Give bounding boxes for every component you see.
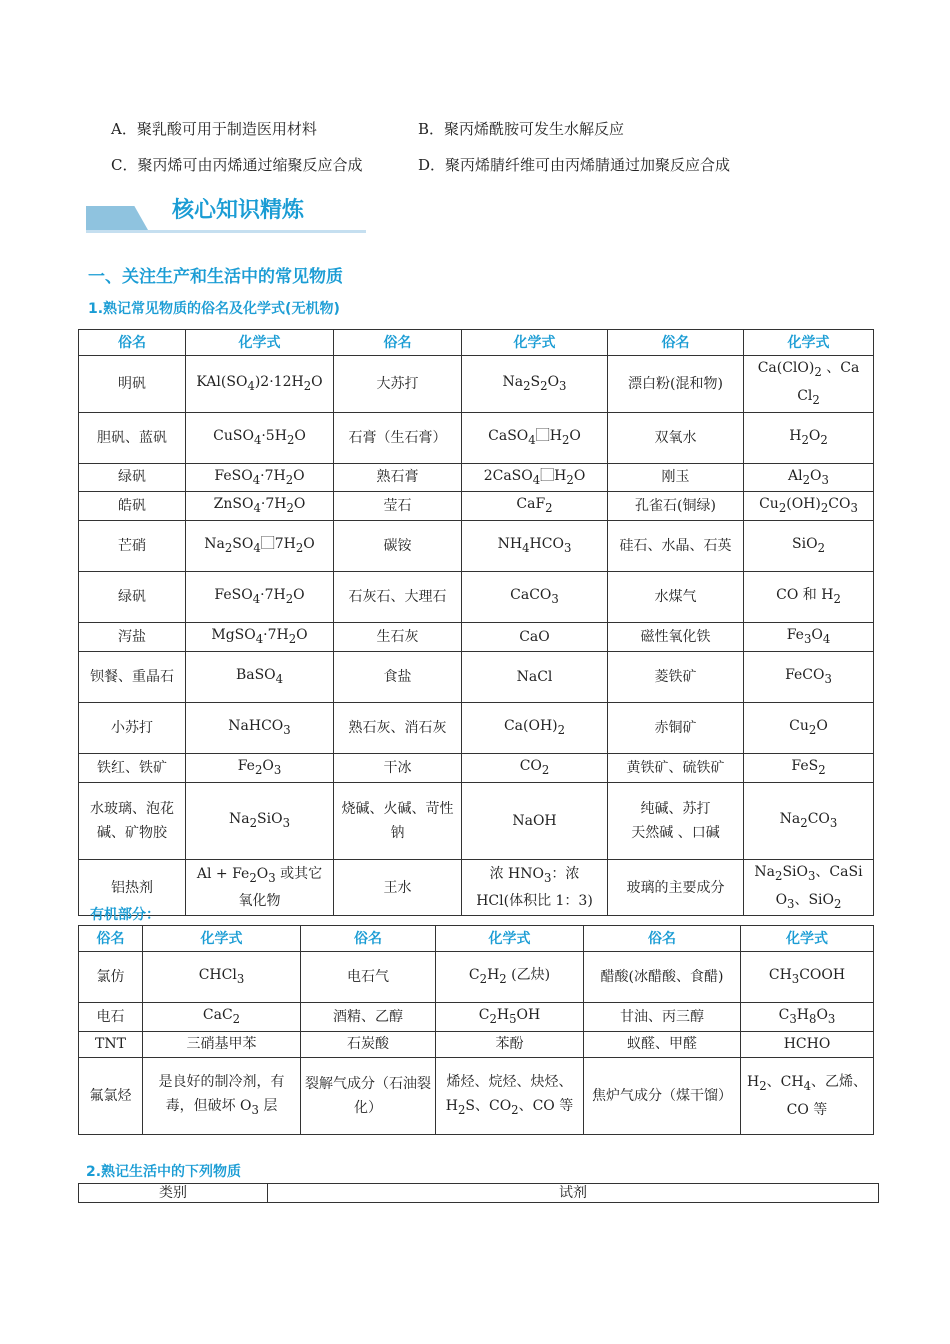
table-cell: $H_2$、$CH_4$、乙烯、CO 等 (741, 1057, 874, 1134)
table-row (79, 463, 874, 492)
table-cell: NaOH (462, 782, 608, 859)
table-cell: 明矾 (79, 356, 186, 413)
table-cell: $Na_2SiO_3$、CaSi $O_3$、SiO$_2$ (744, 859, 874, 916)
table-row (79, 702, 874, 753)
table-cell: 钡餐、重晶石 (79, 651, 186, 702)
subsection-title-2: 2.熟记生活中的下列物质 (86, 1164, 242, 1180)
table-row (79, 521, 874, 572)
organic-table (78, 925, 874, 1135)
table-header-cell: 试剂 (268, 1184, 879, 1203)
table-cell: 纯碱、苏打 天然碱 、口碱 (608, 782, 744, 859)
table-cell: 焦炉气成分（煤干馏） (584, 1057, 741, 1134)
table-row (79, 952, 874, 1003)
section-title: 一、关注生产和生活中的常见物质 (88, 267, 343, 287)
table-cell: 玻璃的主要成分 (608, 859, 744, 916)
table-cell: 烯烃、烷烃、炔烃、$H_2S$、$CO_2$、CO 等 (436, 1057, 584, 1134)
table-header-cell: 化学式 (436, 926, 584, 952)
table-row (79, 412, 874, 463)
table-cell: $Fe_2O_3$ (186, 753, 334, 782)
table-header-cell: 俗名 (608, 330, 744, 356)
table-cell: $FeSO_4\cdot 7H_2O$ (186, 463, 334, 492)
table-row (79, 651, 874, 702)
table-cell: 黄铁矿、硫铁矿 (608, 753, 744, 782)
table-cell: $C_2H_5OH$ (436, 1003, 584, 1032)
table-cell: 三硝基甲苯 (143, 1031, 301, 1057)
table-cell: $FeSO_4\cdot 7H_2O$ (186, 572, 334, 623)
table-cell: $CO_2$ (462, 753, 608, 782)
table-cell: 皓矾 (79, 492, 186, 521)
table-cell: 水煤气 (608, 572, 744, 623)
table-cell: 电石 (79, 1003, 143, 1032)
table-cell: $Na_2CO_3$ (744, 782, 874, 859)
table-cell: 生石灰 (334, 623, 462, 652)
table-cell: 铝热剂 (79, 859, 186, 916)
banner-decoration (86, 206, 148, 230)
inorganic-table (78, 329, 874, 916)
table-cell: 大苏打 (334, 356, 462, 413)
table-cell: TNT (79, 1031, 143, 1057)
reagent-table (78, 1183, 879, 1203)
table-cell: 绿矾 (79, 572, 186, 623)
table-header-cell: 化学式 (143, 926, 301, 952)
table-cell: 绿矾 (79, 463, 186, 492)
table-cell: NaHCO$_3$ (186, 702, 334, 753)
table-cell: 蚁醛、甲醛 (584, 1031, 741, 1057)
table-header-cell: 化学式 (186, 330, 334, 356)
table-cell: $Al + Fe_2O_3$ 或其它氧化物 (186, 859, 334, 916)
table-cell: $H_2O_2$ (744, 412, 874, 463)
table-row (79, 492, 874, 521)
table-row (79, 356, 874, 413)
table-cell: 水玻璃、泡花碱、矿物胶 (79, 782, 186, 859)
table-cell: $Al_2O_3$ (744, 463, 874, 492)
table-cell: $ZnSO_4\cdot 7H_2O$ (186, 492, 334, 521)
table-cell: $NH_4HCO_3$ (462, 521, 608, 572)
table-header-cell: 俗名 (79, 926, 143, 952)
table-cell: 石灰石、大理石 (334, 572, 462, 623)
table-row (79, 1003, 874, 1032)
table-cell: CaO (462, 623, 608, 652)
table-cell: $CuSO_4\cdot 5H_2O$ (186, 412, 334, 463)
table-cell: FeCO$_3$ (744, 651, 874, 702)
table-header-row (79, 926, 874, 952)
table-cell: 烧碱、火碱、苛性钠 (334, 782, 462, 859)
table-cell: 漂白粉(混和物) (608, 356, 744, 413)
table-header-cell: 俗名 (334, 330, 462, 356)
table-cell: BaSO$_4$ (186, 651, 334, 702)
table-row (79, 1031, 874, 1057)
table-cell: FeS$_2$ (744, 753, 874, 782)
table-cell: $KAl(SO_4)2\cdot 12H_2O$ (186, 356, 334, 413)
table-cell: 芒硝 (79, 521, 186, 572)
table-cell: HCHO (741, 1031, 874, 1057)
table-cell: NaCl (462, 651, 608, 702)
table-row (79, 859, 874, 916)
table-cell: CO 和 $H_2$ (744, 572, 874, 623)
table-cell: CaC$_2$ (143, 1003, 301, 1032)
table-header-cell: 化学式 (741, 926, 874, 952)
banner-title: 核心知识精炼 (172, 198, 305, 223)
banner-underline (86, 230, 366, 233)
table-cell: 甘油、丙三醇 (584, 1003, 741, 1032)
option-b: B．聚丙烯酰胺可发生水解反应 (418, 120, 625, 138)
table-cell: 干冰 (334, 753, 462, 782)
table-cell: 食盐 (334, 651, 462, 702)
table-header-cell: 俗名 (79, 330, 186, 356)
table-row (79, 1057, 874, 1134)
table-cell: $C_3H_8O_3$ (741, 1003, 874, 1032)
table-cell: 苯酚 (436, 1031, 584, 1057)
table-cell: 熟石灰、消石灰 (334, 702, 462, 753)
table-cell: 硅石、水晶、石英 (608, 521, 744, 572)
option-c: C．聚丙烯可由丙烯通过缩聚反应合成 (111, 156, 363, 174)
table-row (79, 623, 874, 652)
table-cell: CHCl$_3$ (143, 952, 301, 1003)
table-cell: $Ca(ClO)_2$ 、Ca $Cl_2$ (744, 356, 874, 413)
table-row (79, 782, 874, 859)
table-cell: 菱铁矿 (608, 651, 744, 702)
table-cell: 浓 $HNO_3$：浓 HCl(体积比 1：3) (462, 859, 608, 916)
table-cell: 胆矾、蓝矾 (79, 412, 186, 463)
table-header-cell: 类别 (79, 1184, 268, 1203)
table-cell: 电石气 (301, 952, 436, 1003)
table-cell: $Ca(OH)_2$ (462, 702, 608, 753)
table-cell: CaCO$_3$ (462, 572, 608, 623)
table-cell: $C_2H_2$ (乙炔) (436, 952, 584, 1003)
table-cell: 莹石 (334, 492, 462, 521)
table-cell: 石炭酸 (301, 1031, 436, 1057)
table-cell: 孔雀石(铜绿) (608, 492, 744, 521)
table-cell: 赤铜矿 (608, 702, 744, 753)
table-cell: 碳铵 (334, 521, 462, 572)
table-cell: 熟石膏 (334, 463, 462, 492)
table-header-cell: 俗名 (301, 926, 436, 952)
table-cell: 双氧水 (608, 412, 744, 463)
table-cell: 泻盐 (79, 623, 186, 652)
table-cell: SiO$_2$ (744, 521, 874, 572)
table-cell: 裂解气成分（石油裂化） (301, 1057, 436, 1134)
table-cell: 磁性氧化铁 (608, 623, 744, 652)
table-cell: 铁红、铁矿 (79, 753, 186, 782)
table-row (79, 572, 874, 623)
table-cell: $Cu_2O$ (744, 702, 874, 753)
table-header-cell: 化学式 (744, 330, 874, 356)
table-cell: 酒精、乙醇 (301, 1003, 436, 1032)
table-cell: $2CaSO_4⃞H_2O$ (462, 463, 608, 492)
table-cell: 是良好的制冷剂，有毒，但破坏 $O_3$ 层 (143, 1057, 301, 1134)
table-cell: 氟氯烃 (79, 1057, 143, 1134)
subsection-title-1: 1.熟记常见物质的俗名及化学式(无机物) (88, 301, 340, 317)
table-cell: $Na_2S_2O_3$ (462, 356, 608, 413)
table-cell: $CaSO_4⃞H_2O$ (462, 412, 608, 463)
table-cell: 刚玉 (608, 463, 744, 492)
table-row (79, 753, 874, 782)
organic-label: 有机部分： (90, 907, 160, 923)
table-cell: 石膏（生石膏） (334, 412, 462, 463)
table-cell: CaF$_2$ (462, 492, 608, 521)
table-header-cell: 化学式 (462, 330, 608, 356)
table-header-row (79, 330, 874, 356)
option-d: D．聚丙烯腈纤维可由丙烯腈通过加聚反应合成 (418, 156, 731, 174)
table-cell: $CH_3COOH$ (741, 952, 874, 1003)
option-a: A．聚乳酸可用于制造医用材料 (111, 120, 317, 138)
table-cell: $Fe_3O_4$ (744, 623, 874, 652)
table-header-cell: 俗名 (584, 926, 741, 952)
table-cell: 氯仿 (79, 952, 143, 1003)
table-cell: 醋酸(冰醋酸、食醋) (584, 952, 741, 1003)
table-cell: $Na_2SO_4⃞7H_2O$ (186, 521, 334, 572)
table-cell: $Na_2SiO_3$ (186, 782, 334, 859)
table-cell: $MgSO_4\cdot 7H_2O$ (186, 623, 334, 652)
table-cell: 王水 (334, 859, 462, 916)
table-header-row (79, 1184, 879, 1203)
table-cell: $Cu_2(OH)_2CO_3$ (744, 492, 874, 521)
table-cell: 小苏打 (79, 702, 186, 753)
